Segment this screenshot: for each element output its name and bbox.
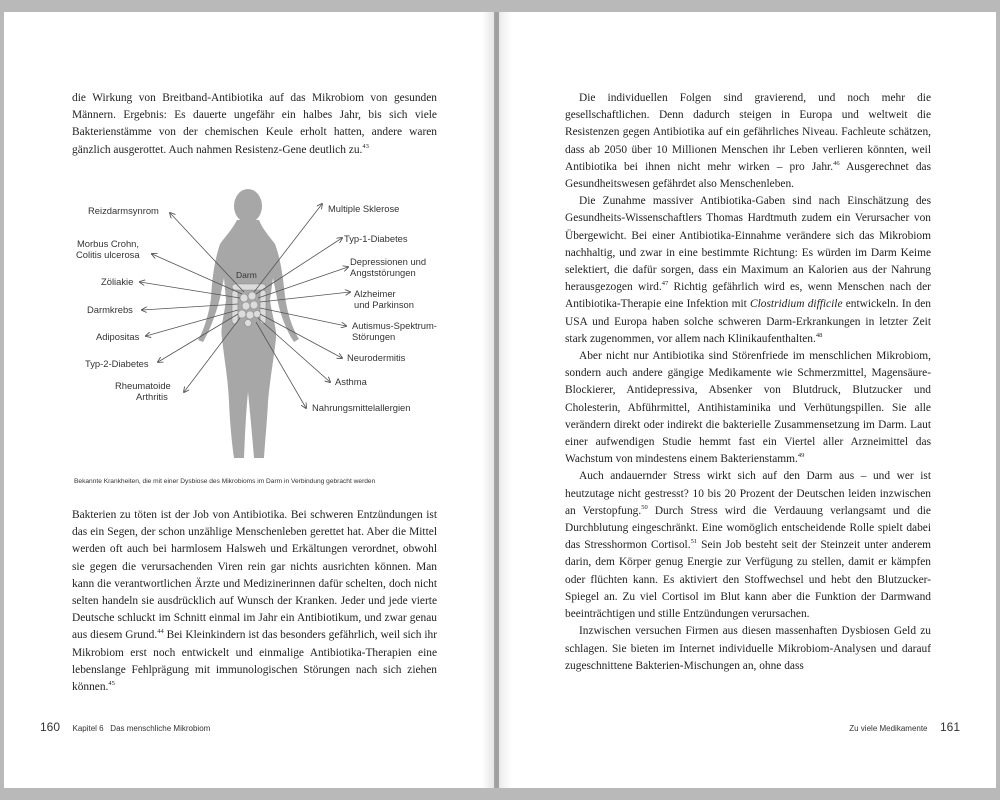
figure-label-right: Nahrungsmittelallergien (312, 402, 411, 413)
text-run: Aber nicht nur Antibiotika sind Störenfriede im menschlichen Mikrobiom, sondern auch andere gängige Medikamente wie Schmerzmittel, Magensäure-Blockierer, Antidepressiva, Absenker von Blutdruck, Blutzucker und Cholesterin, Abführmittel, Antihistaminika und Verhütungspillen. Sie alle verändern direkt oder indirekt die bakterielle Zusammensetzung im Darm. Laut einer aufwendigen Studie hemmt fast ein Viertel aller Arzneimittel das Wachstum von mindestens einem Bakterienstamm. (565, 350, 931, 466)
figure-label-left: Morbus Crohn, (77, 238, 140, 249)
figure-label-right: Neurodermitis (347, 352, 406, 363)
running-head: Zu viele Medikamente (849, 724, 928, 733)
figure-label-left: Arthritis (136, 391, 168, 402)
text-run: Richtig gefährlich wird es, wenn Menschen nach der Antibiotika-Therapie eine Infektion mit (565, 281, 931, 311)
figure-label-right: Störungen (352, 331, 396, 342)
text-run: Bei Kleinkindern ist das besonders gefährlich, weil sich ihr Mikrobiom erst noch entwickelt und einmalige Antibiotika-Therapien eine lebenslange Fehlprägung mit immunologischen Störungen nach sich ziehen können. (72, 629, 437, 694)
left-page (4, 12, 494, 788)
footnote-ref: 47 (661, 280, 669, 288)
figure-label-left: Colitis ulcerosa (76, 249, 140, 260)
italic-term: Clostridium difficile (750, 298, 843, 311)
figure-label-left: Zöliakie (101, 276, 134, 287)
text-run: Die individuellen Folgen sind gravierend, und noch mehr die gesellschaftlichen. Denn dadurch steigen in Europa und weltweit die Resistenzen gegen Antibiotika auf ein gefährliches Niveau. Fachleute schätzen, dass ab 2050 über 10 Millionen Menschen ihr Leben verlieren könnten, weil Antibiotika bei ihnen nicht mehr wirken – pro Jahr. (565, 92, 931, 173)
right-paragraph-4 (565, 468, 931, 623)
left-paragraph-1 (72, 90, 437, 159)
right-footer (849, 718, 960, 736)
text-run: Durch Stress wird die Verdauung verlangsamt und die Durchblutung eingeschränkt. Eine womöglich entscheidende Rolle spielt dabei das Stresshormon Cortisol. (565, 504, 931, 552)
figure-label-left: Typ-2-Diabetes (85, 358, 149, 369)
text-run: Inzwischen versuchen Firmen aus diesen massenhaften Dysbiosen Geld zu schlagen. Sie bieten im Internet individuelle Mikrobiom-Analysen und darauf zugeschnittene Bakterien-Mischungen an, ohne dass (565, 625, 931, 672)
right-page (499, 12, 996, 788)
page-number: 160 (40, 720, 61, 734)
left-footer (40, 718, 210, 736)
page-number: 161 (939, 720, 960, 734)
footnote-ref: 46 (833, 159, 840, 167)
figure-label-right: Angststörungen (350, 267, 416, 278)
figure-label-right: Alzheimer (354, 288, 396, 299)
figure-label-left: Darmkrebs (87, 304, 133, 315)
figure-label-right: Autismus-Spektrum- (352, 320, 437, 331)
text-run: Auch andauernder Stress wirkt sich auf den Darm aus – und wer ist heutzutage nicht gestresst? 10 bis 20 Prozent der Deutschen leiden inzwischen an Verstopfung. (565, 470, 931, 517)
right-paragraph-5 (565, 623, 931, 675)
text-run: Ausgerechnet das Gesundheitswesen gefährdet also Menschenleben. (565, 160, 932, 191)
figure-label-right: Typ-1-Diabetes (344, 233, 408, 244)
footnote-ref: 43 (362, 142, 369, 150)
right-paragraph-2 (565, 193, 931, 348)
footnote-ref: 48 (815, 331, 823, 339)
text-run: Sein Job besteht seit der Steinzeit unter anderem darin, dem Körper genug Energie zur Verfügung zu stellen, damit er kämpfen oder flüchten kann. Es aktiviert den Stoffwechsel und hebt den Blutzucker-Spiegel an. Zu viel Cortisol im Blut kann aber die Funktion der Darmwand beeinträchtigen und stille Entzündungen verursachen. (565, 539, 931, 621)
text-run: Die Zunahme massiver Antibiotika-Gaben sind nach Einschätzung des Gesundheits-Wissenschaftlers Thomas Hardtmuth zudem ein Verursacher von Übergewicht. Bei einer Antibiotika-Einnahme veränderе sich das Mikrobiom nachhaltig, und zwar in eine bestimmte Richtung: Es würden im Darm Keime selektiert, die dafür sorgen, dass ein Maximum an Kalorien aus der Nahrung herausgezogen wird. (565, 195, 931, 294)
figure-label-left: Adipositas (96, 331, 140, 342)
right-paragraph-3 (565, 348, 931, 468)
center-label: Darm (236, 270, 257, 280)
footnote-ref: 44 (157, 628, 164, 636)
right-text-column (565, 90, 931, 675)
disease-figure (74, 182, 439, 472)
right-paragraph-1 (565, 90, 931, 193)
figure-label-right: Multiple Sklerose (328, 203, 400, 214)
footnote-ref: 45 (108, 680, 115, 688)
running-head: Kapitel 6 Das menschliche Mikrobiom (72, 724, 211, 733)
footnote-ref: 50 (641, 503, 648, 511)
figure-caption: Bekannte Krankheiten, die mit einer Dysbiose des Mikrobioms im Darm in Verbindung gebracht werden (74, 478, 376, 485)
figure-label-right: und Parkinson (354, 299, 414, 310)
text-run: entwickeln. In den USA und Europa haben solche schweren Darm-Erkrankungen in letzter Zeit stark zugenommen, vor allem nach Klinikaufenthalten. (565, 298, 931, 345)
text-run: die Wirkung von Breitband-Antibiotika auf das Mikrobiom von gesunden Männern. Ergebnis: Es dauerte ungefähr ein halbes Jahr, bis sich viele Bakterienstämme von der chemischen Keule erholt hatten, andere waren gänzlich ausgerottet. Auch nahmen Resistenz-Gene deutlich zu. (72, 92, 437, 156)
figure-label-left: Reizdarmsynrom (88, 205, 159, 216)
figure-label-right: Depressionen und (350, 256, 427, 267)
text-run: Bakterien zu töten ist der Job von Antibiotika. Bei schweren Entzündungen ist das ein Segen, der schon unzählige Menschenleben gerettet hat. Aber die Mittel werden oft auch bei harmlosem Halsweh und Erkältungen verordnet, obwohl sie gegen die verursachenden Viren rein gar nichts ausrichten können. Man kann die verantwortlichen Ärzte und Medizinerinnen dafür schelten, doch nicht selten handeln sie ausdrücklich auf Wunsch der Kranken. Jeder und jede vierte Deutsche schluckt im Schnitt einmal im Jahr ein Antibiotikum, und zwar genau aus diesem Grund. (72, 509, 437, 642)
figure-label-left: Rheumatoide (115, 380, 171, 391)
footnote-ref: 49 (797, 452, 805, 460)
figure-label-right: Asthma (335, 376, 367, 387)
footnote-ref: 51 (690, 538, 698, 546)
left-paragraph-2 (72, 507, 437, 696)
